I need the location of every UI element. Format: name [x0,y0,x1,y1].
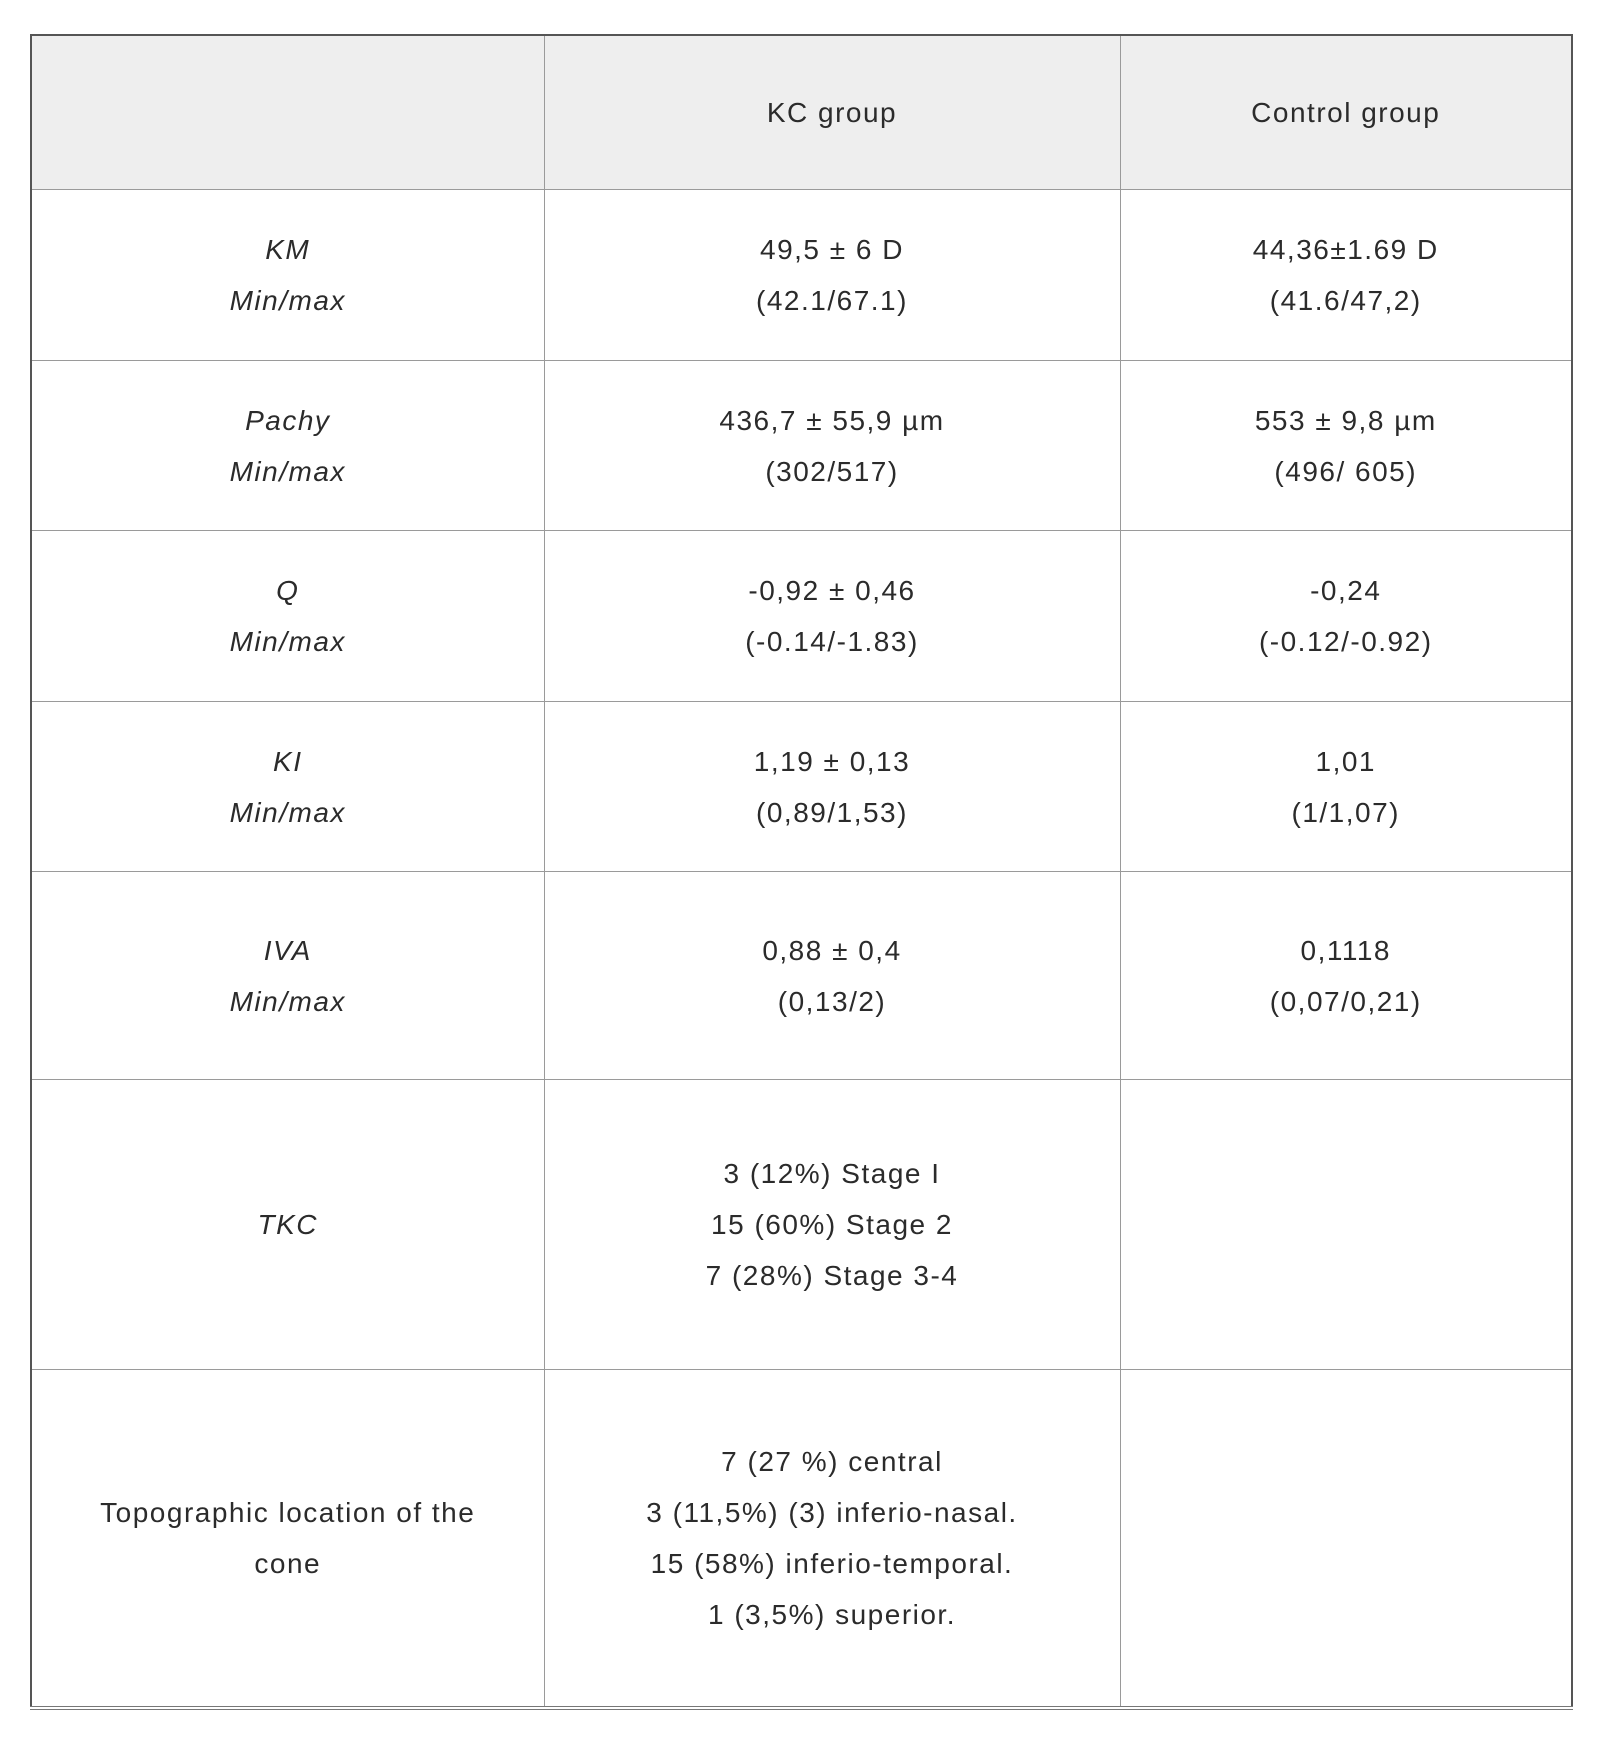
kc-range: (0,89/1,53) [756,796,908,828]
comparison-table [30,34,1573,1710]
kc-cell-iva [544,872,1120,1080]
control-value: 0,1118 [1300,934,1391,966]
kc-location-line: 15 (58%) inferio-temporal. [650,1548,1014,1579]
kc-stage-line: 7 (28%) Stage 3-4 [705,1260,959,1291]
control-value: 44,36±1.69 D [1252,234,1439,265]
kc-location-line: 7 (27 %) central [721,1446,943,1477]
row-label-iva [31,872,544,1080]
row-label-pachy [31,361,544,531]
row-label-ki [31,702,544,872]
label-line: IVA [263,934,312,966]
header-empty-cell [31,35,544,190]
control-cell-iva [1120,872,1572,1080]
kc-cell-km [544,190,1120,361]
kc-range: (0,13/2) [777,985,887,1017]
control-range: (1/1,07) [1291,796,1400,828]
control-cell-tkc-empty [1120,1080,1572,1370]
control-cell-pachy [1120,361,1572,531]
row-label-q [31,531,544,702]
control-cell-ki [1120,702,1572,872]
control-value: -0,24 [1310,575,1382,606]
table-row-ki [31,702,1572,872]
label-line: Pachy [245,404,331,436]
table-row-km [31,190,1572,361]
header-kc-group: KC group [544,35,1120,190]
kc-stage-line: 3 (12%) Stage I [723,1158,941,1189]
control-cell-km [1120,190,1572,361]
kc-location-line: 3 (11,5%) (3) inferio-nasal. [646,1497,1018,1528]
table-row-q [31,531,1572,702]
kc-cell-ki [544,702,1120,872]
kc-value: 0,88 ± 0,4 [762,934,902,966]
row-label-tkc [31,1080,544,1370]
kc-value: -0,92 ± 0,46 [748,575,916,606]
table-row-cone-location [31,1370,1572,1709]
label-line: Q [276,575,300,606]
kc-range: (42.1/67.1) [756,285,908,316]
kc-cell-pachy [544,361,1120,531]
kc-cell-q [544,531,1120,702]
control-cell-q [1120,531,1572,702]
kc-value: 1,19 ± 0,13 [753,745,911,777]
label-line: Min/max [229,455,346,487]
table-header-row [31,35,1572,190]
row-label-km [31,190,544,361]
control-cell-cone-location-empty [1120,1370,1572,1709]
label-line: Topographic location of the [100,1497,476,1528]
control-range: (41.6/47,2) [1269,285,1422,316]
label-line: KM [265,234,311,265]
control-value: 553 ± 9,8 µm [1254,404,1437,436]
kc-value: 436,7 ± 55,9 µm [719,404,945,436]
label-line: Min/max [229,985,346,1017]
label-line: KI [273,745,303,777]
label-line: cone [254,1548,322,1579]
header-control-group: Control group [1120,35,1572,190]
table-row-tkc [31,1080,1572,1370]
row-label-cone-location [31,1370,544,1709]
kc-range: (-0.14/-1.83) [745,626,919,657]
kc-stage-line: 15 (60%) Stage 2 [711,1209,953,1240]
kc-value: 49,5 ± 6 D [760,234,904,265]
label-line: Min/max [229,285,346,316]
kc-range: (302/517) [765,455,899,487]
kc-cell-tkc [544,1080,1120,1370]
label-line: Min/max [229,796,346,828]
table-row-pachy [31,361,1572,531]
label-line: Min/max [229,626,346,657]
control-range: (496/ 605) [1274,455,1418,487]
control-value: 1,01 [1315,745,1376,777]
kc-location-line: 1 (3,5%) superior. [708,1599,956,1630]
data-table-container [30,34,1571,1710]
label-line: TKC [257,1209,318,1240]
table-row-iva [31,872,1572,1080]
kc-cell-cone-location [544,1370,1120,1709]
control-range: (-0.12/-0.92) [1258,626,1433,657]
control-range: (0,07/0,21) [1269,985,1422,1017]
